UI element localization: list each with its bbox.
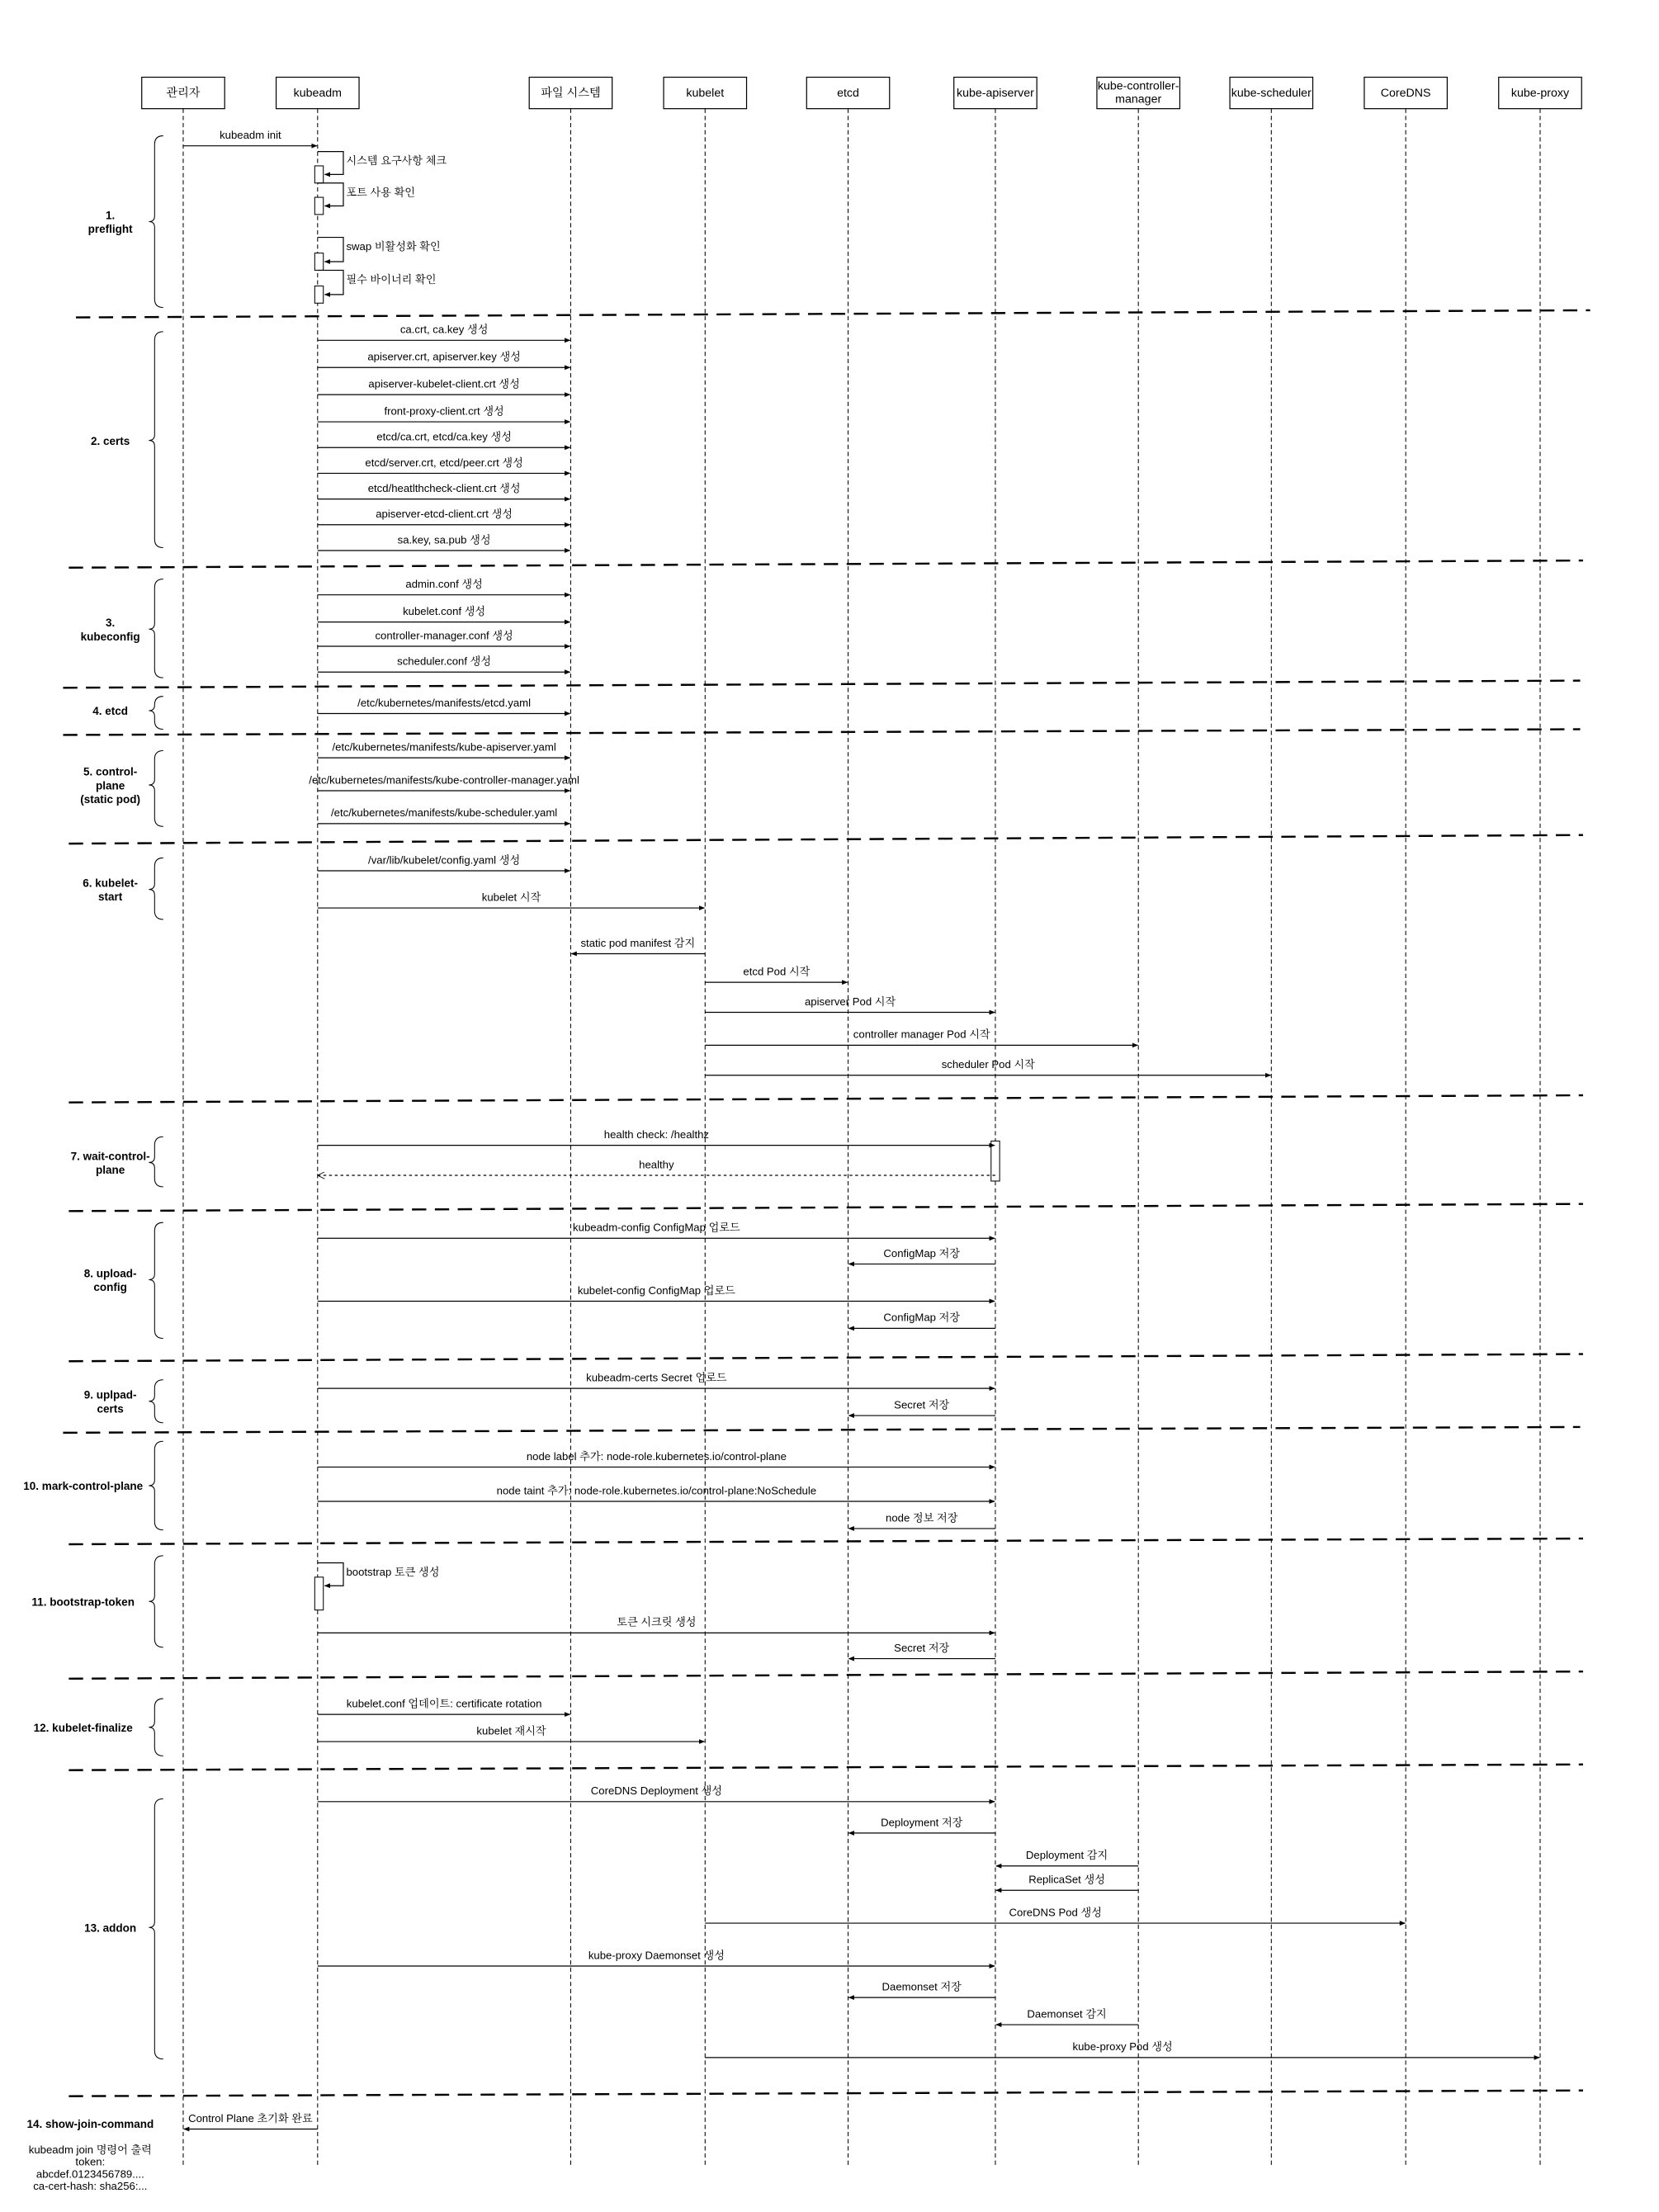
message-44 — [318, 1723, 705, 1742]
message-label: scheduler.conf 생성 — [397, 655, 492, 668]
phase-12 — [34, 1699, 163, 1756]
message-label: /etc/kubernetes/manifests/kube-apiserver.yaml — [332, 740, 556, 754]
phase-divider — [69, 1671, 1583, 1679]
message-label: apiserver Pod 시작 — [804, 995, 896, 1008]
participant-label: etcd — [837, 86, 859, 100]
messages — [183, 129, 1539, 2129]
message-label: kubelet 재시작 — [476, 1724, 546, 1737]
phase-divider — [69, 1204, 1583, 1212]
message-label: etcd Pod 시작 — [743, 965, 811, 978]
phase-label: 12. kubelet-finalize — [33, 1721, 133, 1734]
message-label: kube-proxy Daemonset 생성 — [588, 1949, 725, 1962]
message-5 — [318, 323, 570, 341]
message-label: /etc/kubernetes/manifests/kube-controller-manager.yaml — [309, 773, 579, 787]
message-48 — [996, 1873, 1138, 1891]
message-42 — [848, 1641, 995, 1659]
lifelines — [142, 78, 1582, 2167]
phase-divider — [69, 2091, 1583, 2096]
message-label: kubelet 시작 — [481, 891, 541, 904]
activation-box — [314, 286, 323, 303]
message-label: apiserver-etcd-client.crt 생성 — [376, 508, 513, 521]
message-17 — [318, 655, 570, 673]
message-4 — [314, 270, 436, 303]
phase-label: (static pod) — [80, 792, 140, 806]
message-label: controller-manager.conf 생성 — [375, 629, 513, 642]
participant-label: kubeadm — [293, 86, 342, 100]
phase-brace — [149, 1699, 163, 1756]
message-25 — [705, 964, 847, 982]
phase-divider — [69, 835, 1583, 844]
phase-label: 1. — [105, 209, 116, 222]
phase-label: certs — [97, 1402, 124, 1416]
phase-brace — [149, 332, 163, 548]
message-45 — [318, 1784, 995, 1802]
phase-brace — [149, 579, 163, 678]
phase-1 — [88, 136, 163, 308]
message-label: kubelet.conf 생성 — [403, 604, 486, 617]
message-23 — [318, 890, 705, 908]
participant-2 — [529, 78, 612, 2167]
activation-box — [314, 1577, 323, 1610]
message-8 — [318, 404, 570, 422]
message-43 — [318, 1696, 570, 1714]
message-label: kubeadm-certs Secret 업로드 — [586, 1371, 727, 1384]
message-28 — [705, 1057, 1270, 1075]
phase-brace — [149, 1380, 163, 1423]
message-9 — [318, 430, 570, 448]
phase-label: plane — [95, 779, 125, 792]
message-41 — [318, 1615, 995, 1633]
phase-13 — [84, 1798, 163, 2058]
message-26 — [705, 995, 995, 1013]
message-6 — [318, 350, 570, 368]
message-label: /etc/kubernetes/manifests/kube-scheduler.yaml — [331, 806, 558, 820]
phase-brace — [149, 858, 163, 919]
message-label: Deployment 저장 — [881, 1816, 963, 1829]
phase-label: 2. certs — [90, 434, 130, 447]
message-16 — [318, 628, 570, 646]
phase-divider — [63, 730, 1580, 735]
message-11 — [318, 481, 570, 499]
phase-label: preflight — [87, 223, 133, 236]
message-label: sa.key, sa.pub 생성 — [397, 533, 491, 546]
phase-brace — [149, 136, 163, 308]
message-40 — [314, 1562, 439, 1609]
participant-7 — [1230, 78, 1312, 2167]
message-label: apiserver-kubelet-client.crt 생성 — [368, 377, 520, 390]
message-label: etcd/ca.crt, etcd/ca.key 생성 — [376, 430, 512, 443]
message-label: node 정보 저장 — [886, 1511, 958, 1524]
phase-10 — [23, 1441, 163, 1529]
phase-brace — [149, 1798, 163, 2058]
message-37 — [318, 1449, 995, 1468]
phase-brace — [149, 751, 163, 827]
message-label: kube-proxy Pod 생성 — [1072, 2040, 1173, 2054]
phase-14 — [26, 2118, 154, 2130]
participant-label: 파일 시스템 — [541, 86, 601, 100]
join-note-line: token: — [75, 2155, 106, 2168]
message-label: bootstrap 토큰 생성 — [346, 1566, 440, 1579]
phase-label: config — [93, 1280, 127, 1293]
phase-label: 10. mark-control-plane — [23, 1480, 144, 1493]
message-33 — [318, 1283, 995, 1302]
message-38 — [318, 1483, 995, 1501]
message-label: ca.crt, ca.key 생성 — [399, 323, 489, 336]
participant-8 — [1364, 78, 1447, 2167]
phase-label: 8. upload- — [83, 1267, 137, 1280]
message-label: kubelet.conf 업데이트: certificate rotation — [346, 1697, 542, 1710]
message-20 — [309, 773, 579, 791]
phase-brace — [149, 1556, 163, 1647]
message-2 — [314, 183, 415, 215]
message-label: Daemonset 감지 — [1027, 2007, 1107, 2021]
message-35 — [318, 1370, 995, 1388]
message-52 — [996, 2006, 1138, 2025]
participant-label: kube-apiserver — [957, 86, 1034, 100]
message-31 — [318, 1221, 995, 1239]
participant-label: kube-proxy — [1510, 86, 1570, 100]
message-15 — [318, 604, 570, 622]
participant-label: CoreDNS — [1380, 86, 1431, 100]
message-18 — [318, 697, 570, 714]
phase-divider — [63, 681, 1580, 688]
message-19 — [318, 741, 570, 759]
message-10 — [318, 456, 570, 474]
phase-3 — [81, 579, 163, 678]
message-label: 필수 바이너리 확인 — [346, 273, 437, 286]
message-label: scheduler Pod 시작 — [941, 1058, 1035, 1071]
participant-label: manager — [1115, 92, 1162, 106]
message-label: etcd/heatlthcheck-client.crt 생성 — [367, 481, 521, 494]
message-1 — [314, 152, 447, 183]
message-label: /etc/kubernetes/manifests/etcd.yaml — [357, 696, 532, 709]
message-label: healthy — [639, 1158, 674, 1171]
phase-label: 6. kubelet- — [83, 877, 139, 890]
message-21 — [318, 806, 570, 824]
message-53 — [705, 2039, 1539, 2058]
phase-11 — [31, 1556, 163, 1647]
phase-brace — [149, 1137, 163, 1187]
activation-box — [314, 166, 323, 183]
phase-divider — [76, 310, 1590, 318]
join-note-line: abcdef.0123456789.... — [35, 2167, 144, 2181]
message-label: CoreDNS Deployment 생성 — [590, 1784, 722, 1798]
join-command-note — [29, 2143, 152, 2192]
message-label: etcd/server.crt, etcd/peer.crt 생성 — [365, 456, 523, 469]
message-24 — [571, 936, 705, 954]
message-22 — [318, 853, 570, 871]
participant-4 — [806, 78, 889, 2167]
phase-label: 11. bootstrap-token — [31, 1595, 135, 1609]
phase-label: start — [97, 891, 123, 904]
phase-7 — [71, 1137, 163, 1187]
message-label: ConfigMap 저장 — [883, 1246, 961, 1260]
message-label: kubelet-config ConfigMap 업로드 — [577, 1283, 735, 1297]
participant-6 — [1097, 78, 1179, 2167]
message-46 — [848, 1815, 995, 1833]
message-label: controller manager Pod 시작 — [853, 1028, 990, 1041]
phase-label: 14. show-join-command — [26, 2117, 154, 2130]
message-label: Daemonset 저장 — [881, 1980, 962, 1993]
message-label: apiserver.crt, apiserver.key 생성 — [367, 350, 521, 363]
message-label: 포트 사용 확인 — [346, 186, 416, 199]
message-label: front-proxy-client.crt 생성 — [384, 404, 504, 418]
phase-divider — [63, 1427, 1580, 1433]
phase-label: 5. control- — [83, 765, 138, 778]
phase-2 — [91, 332, 163, 548]
message-51 — [848, 1979, 995, 1997]
message-36 — [848, 1397, 995, 1416]
phase-label: plane — [95, 1163, 125, 1176]
message-label: swap 비활성화 확인 — [346, 240, 441, 253]
message-13 — [318, 532, 570, 551]
phase-divider — [69, 560, 1583, 568]
phase-5 — [80, 751, 163, 827]
participant-label: kube-scheduler — [1231, 86, 1312, 100]
participant-9 — [1499, 78, 1581, 2167]
message-label: 토큰 시크릿 생성 — [617, 1615, 697, 1628]
phase-brace — [149, 1441, 163, 1529]
message-label: admin.conf 생성 — [405, 578, 483, 591]
participant-3 — [664, 78, 746, 2167]
phase-divider — [69, 1765, 1583, 1770]
phase-label: 9. uplpad- — [83, 1388, 137, 1401]
message-label: node label 추가: node-role.kubernetes.io/control-plane — [526, 1449, 787, 1463]
join-note-line: ca-cert-hash: sha256:... — [33, 2180, 148, 2193]
message-label: static pod manifest 감지 — [580, 936, 696, 949]
phase-divider — [69, 1354, 1583, 1362]
message-label: ConfigMap 저장 — [883, 1311, 961, 1324]
phase-label: 4. etcd — [92, 705, 129, 718]
message-label: 시스템 요구사항 체크 — [346, 154, 447, 168]
phase-divider — [69, 1538, 1583, 1544]
phase-6 — [83, 858, 163, 919]
phase-label: 3. — [105, 617, 116, 630]
message-label: Control Plane 초기화 완료 — [188, 2111, 313, 2125]
message-29 — [318, 1128, 995, 1146]
message-label: Secret 저장 — [894, 1398, 950, 1411]
message-label: ReplicaSet 생성 — [1028, 1873, 1105, 1886]
participant-5 — [954, 78, 1037, 2167]
activation-box — [314, 197, 323, 215]
participant-label: kube-controller- — [1097, 79, 1179, 93]
phase-label: 7. wait-control- — [70, 1150, 150, 1163]
message-0 — [183, 129, 317, 146]
phase-4 — [92, 697, 163, 730]
message-3 — [314, 238, 440, 271]
message-54 — [184, 2111, 318, 2129]
message-14 — [318, 577, 570, 595]
message-32 — [848, 1246, 995, 1264]
message-39 — [848, 1510, 995, 1529]
phase-brace — [149, 697, 163, 730]
phase-9 — [84, 1380, 163, 1423]
message-label: CoreDNS Pod 생성 — [1009, 1906, 1102, 1919]
message-label: /var/lib/kubelet/config.yaml 생성 — [368, 853, 521, 867]
phase-label: 13. addon — [84, 1921, 137, 1935]
participant-label: kubelet — [686, 86, 725, 100]
phase-labels — [23, 136, 163, 2130]
message-34 — [848, 1311, 995, 1329]
message-50 — [318, 1948, 995, 1966]
message-47 — [996, 1848, 1138, 1866]
message-label: node taint 추가: node-role.kubernetes.io/control-plane:NoSchedule — [496, 1484, 817, 1497]
message-label: kubeadm init — [220, 129, 281, 142]
message-30 — [319, 1158, 995, 1175]
message-label: Secret 저장 — [894, 1641, 950, 1654]
message-12 — [318, 507, 570, 525]
activation-box — [314, 253, 323, 271]
message-label: health check: /healthz — [603, 1127, 710, 1141]
phase-brace — [149, 1222, 163, 1338]
message-7 — [318, 376, 570, 395]
join-note-line: kubeadm join 명령어 출력 — [28, 2143, 152, 2156]
message-49 — [705, 1905, 1405, 1923]
phase-dividers — [63, 310, 1590, 2096]
participant-label: 관리자 — [166, 86, 201, 100]
phase-label: kubeconfig — [80, 630, 140, 643]
participant-1 — [276, 78, 359, 2167]
message-label: Deployment 감지 — [1025, 1849, 1108, 1862]
phase-divider — [69, 1095, 1583, 1103]
message-27 — [705, 1028, 1137, 1046]
message-label: kubeadm-config ConfigMap 업로드 — [573, 1221, 740, 1234]
phase-8 — [84, 1222, 163, 1338]
